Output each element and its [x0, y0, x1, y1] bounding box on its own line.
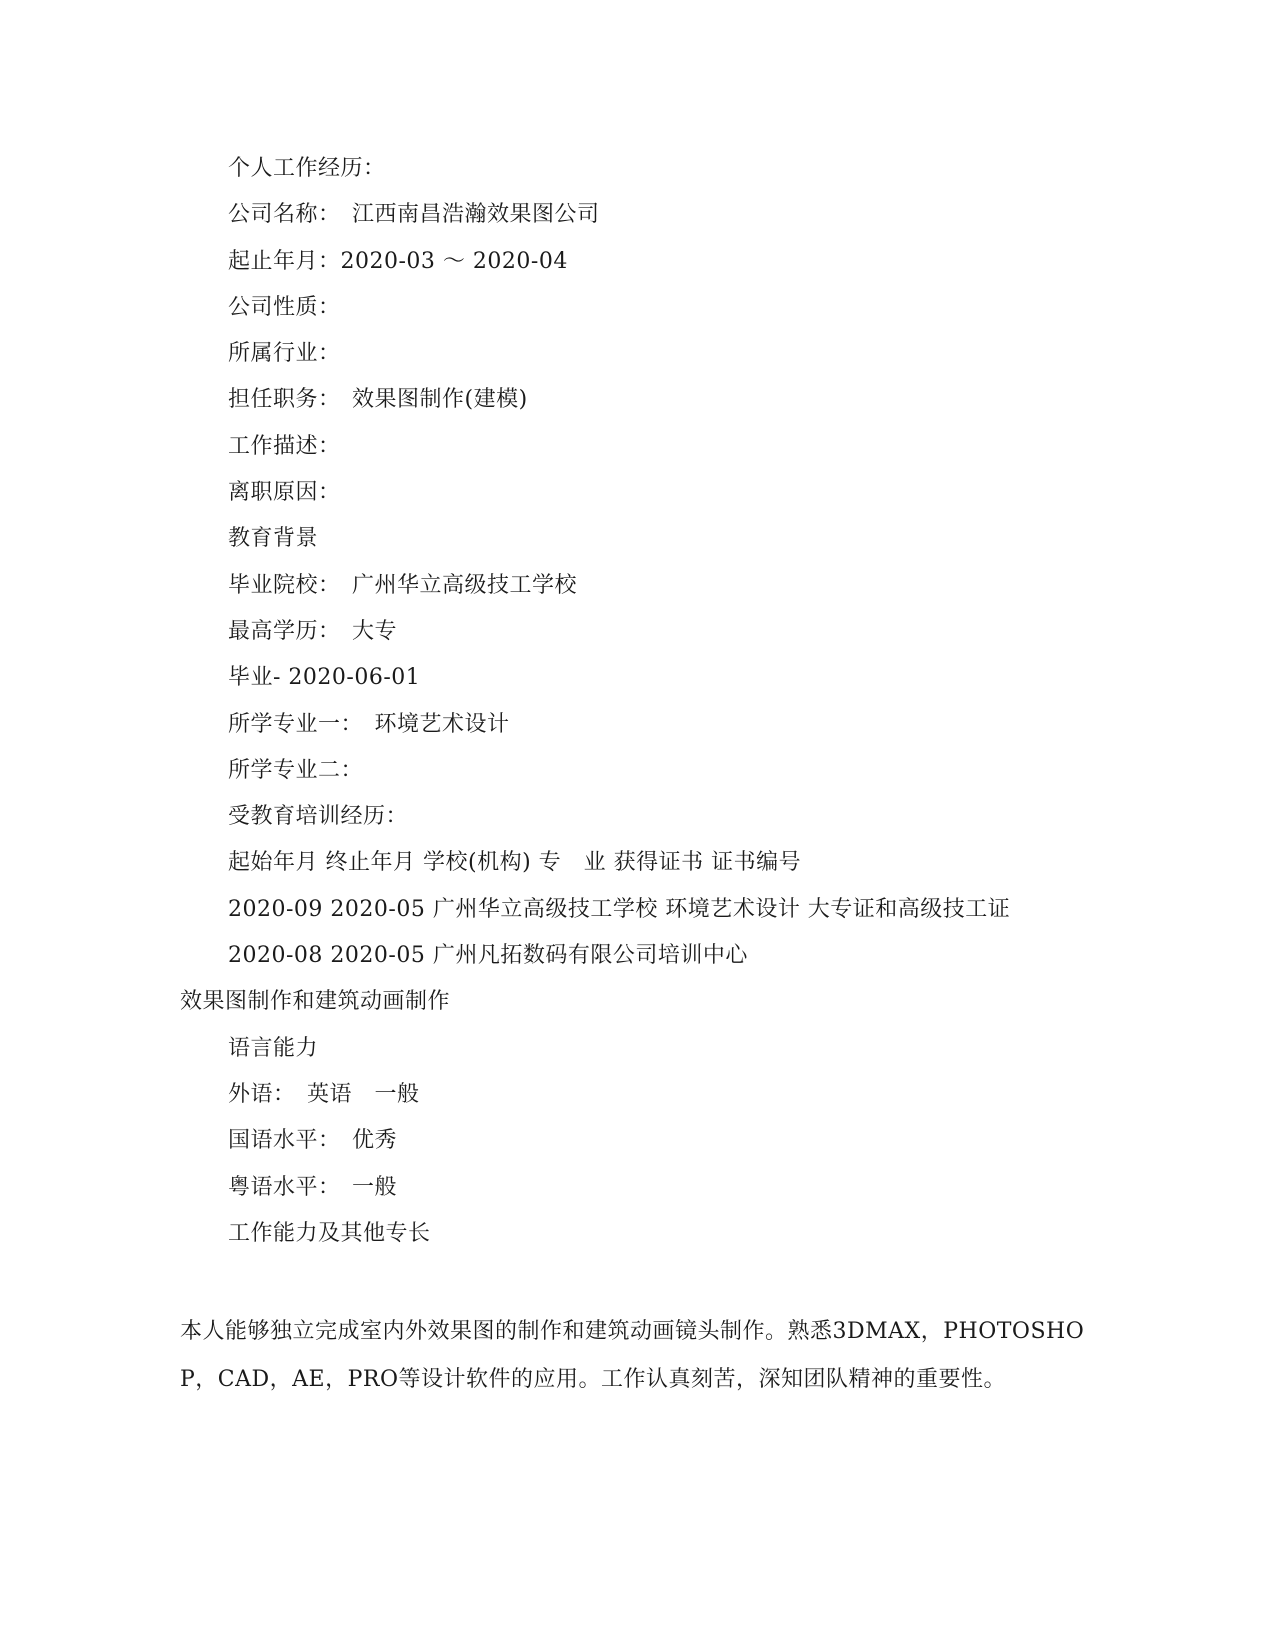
leaving-reason-line: 离职原因：: [228, 480, 341, 505]
employment-period-line: 起止年月：2020-03 ～ 2020-04: [228, 249, 568, 274]
highest-degree-line: 最高学历： 大专: [228, 619, 398, 644]
education-heading: 教育背景: [228, 526, 319, 551]
company-name-line: 公司名称： 江西南昌浩瀚效果图公司: [228, 202, 600, 227]
skills-heading: 工作能力及其他专长: [228, 1221, 431, 1246]
training-row-2-continuation: 效果图制作和建筑动画制作: [180, 989, 451, 1014]
training-row-2: 2020-08 2020-05 广州凡拓数码有限公司培训中心: [228, 943, 748, 968]
job-description-line: 工作描述：: [228, 434, 341, 459]
school-line: 毕业院校： 广州华立高级技工学校: [228, 573, 578, 598]
position-line: 担任职务： 效果图制作(建模): [228, 387, 528, 412]
mandarin-level-line: 国语水平： 优秀: [228, 1128, 398, 1153]
industry-line: 所属行业：: [228, 341, 341, 366]
language-heading: 语言能力: [228, 1036, 319, 1061]
graduation-date-line: 毕业- 2020-06-01: [228, 665, 421, 690]
cantonese-level-line: 粤语水平： 一般: [228, 1175, 398, 1200]
work-history-heading: 个人工作经历：: [228, 156, 386, 181]
training-table-header: 起始年月 终止年月 学校(机构) 专 业 获得证书 证书编号: [228, 850, 802, 875]
major-two-line: 所学专业二：: [228, 758, 364, 783]
major-one-line: 所学专业一： 环境艺术设计: [228, 712, 510, 737]
skills-paragraph: 本人能够独立完成室内外效果图的制作和建筑动画镜头制作。熟悉3DMAX，PHOTOSHOP，CAD，AE，PRO等设计软件的应用。工作认真刻苦，深知团队精神的重要性。: [180, 1319, 1085, 1392]
training-row-1: 2020-09 2020-05 广州华立高级技工学校 环境艺术设计 大专证和高级技工证: [228, 897, 1011, 922]
training-heading: 受教育培训经历：: [228, 804, 409, 829]
foreign-language-line: 外语： 英语 一般: [228, 1082, 420, 1107]
company-type-line: 公司性质：: [228, 295, 341, 320]
